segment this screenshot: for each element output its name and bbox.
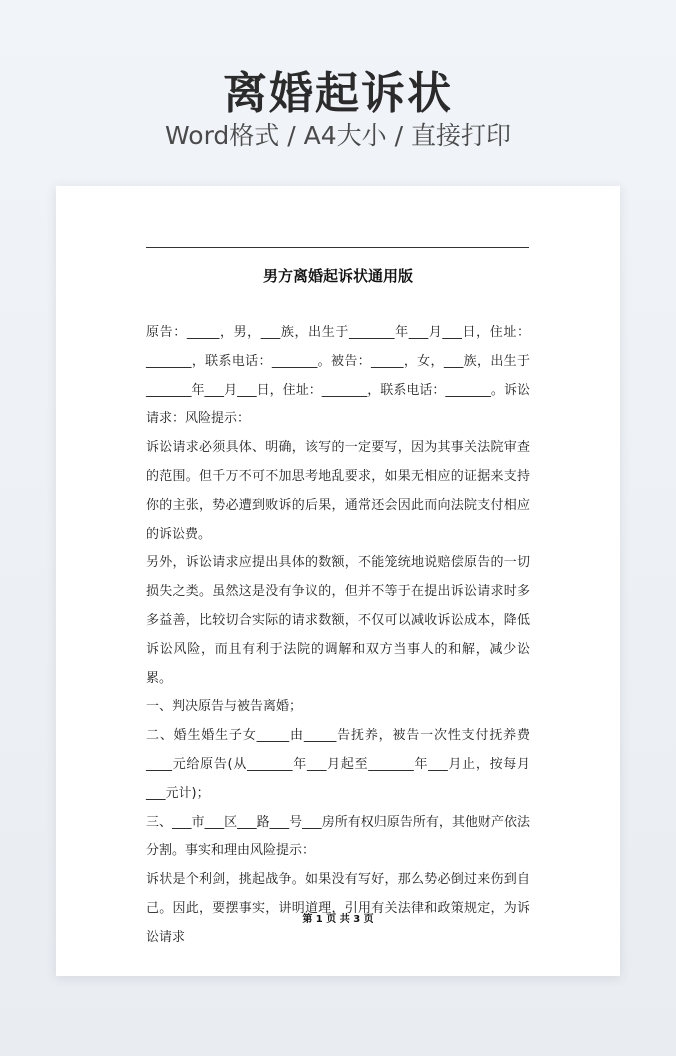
document-page [56, 186, 620, 976]
page-footer: 第 1 页 共 3 页 [302, 914, 374, 925]
document-body [146, 319, 530, 953]
paragraph: 诉状是个利剑，挑起战争。如果没有写好，那么势必倒过来伤到自己。因此，要摆事实，讲明道理，引用有关法律和政策规定，为诉讼请求 [146, 872, 530, 945]
paragraph: 二、婚生婚生子女_____由_____告抚养，被告一次性支付抚养费____元给原告(从_______年___月起至_______年___月止，按每月___元计)； [146, 728, 530, 801]
paragraph: 一、判决原告与被告离婚； [146, 699, 303, 715]
document-title: 男方离婚起诉状通用版 [262, 267, 413, 285]
paragraph: 诉讼请求必须具体、明确，该写的一定要写，因为其事关法院审查的范围。但千万不可不加思考地乱要求，如果无相应的证据来支持你的主张，势必遭到败诉的后果，通常还会因此而向法院支付相应的诉讼费。 [146, 440, 530, 542]
banner-subtitle: Word格式 / A4大小 / 直接打印 [165, 121, 511, 150]
paragraph: 三、___市___区___路___号___房所有权归原告所有，其他财产依法分割。事实和理由风险提示： [146, 814, 530, 859]
paragraph: 另外，诉讼请求应提出具体的数额，不能笼统地说赔偿原告的一切损失之类。虽然这是没有争议的，但并不等于在提出诉讼请求时多多益善，比较切合实际的请求数额，不仅可以减收诉讼成本，降低诉讼风险，而且有利于法院的调解和双方当事人的和解，减少讼累。 [146, 555, 530, 686]
banner-title: 离婚起诉状 [223, 68, 453, 119]
header-rule [146, 247, 529, 248]
paragraph: 原告：_____，男，___族，出生于_______年___月___日，住址：_______，联系电话：_______。被告：_____，女，___族，出生于_______年___月___日，住址：_______，联系电话：_______。诉讼请求：风险提示： [146, 325, 530, 427]
